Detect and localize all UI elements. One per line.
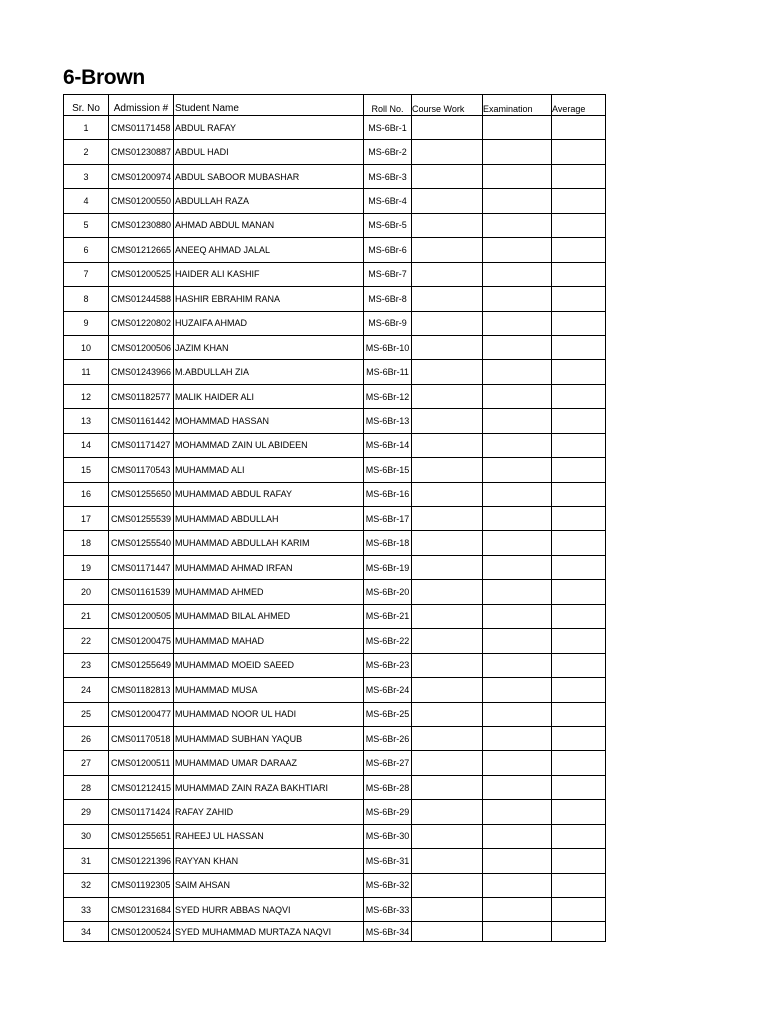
cell-roll-no: MS-6Br-9 xyxy=(364,311,412,335)
cell-average xyxy=(552,507,606,531)
cell-roll-no: MS-6Br-20 xyxy=(364,580,412,604)
cell-course-work xyxy=(412,873,483,897)
cell-sr-no: 19 xyxy=(64,555,109,579)
cell-student-name: M.ABDULLAH ZIA xyxy=(174,360,364,384)
cell-student-name: ABDUL SABOOR MUBASHAR xyxy=(174,164,364,188)
cell-course-work xyxy=(412,238,483,262)
cell-admission: CMS01212665 xyxy=(109,238,174,262)
cell-admission: CMS01200550 xyxy=(109,189,174,213)
cell-admission: CMS01171427 xyxy=(109,433,174,457)
cell-student-name: MUHAMMAD ALI xyxy=(174,458,364,482)
sheet-title: 6-Brown xyxy=(63,66,145,89)
table-row xyxy=(64,824,606,848)
cell-examination xyxy=(483,140,552,164)
header-sr-no: Sr. No xyxy=(64,95,109,116)
cell-examination xyxy=(483,702,552,726)
cell-admission: CMS01161442 xyxy=(109,409,174,433)
cell-student-name: HASHIR EBRAHIM RANA xyxy=(174,287,364,311)
cell-admission: CMS01200477 xyxy=(109,702,174,726)
cell-roll-no: MS-6Br-32 xyxy=(364,873,412,897)
cell-sr-no: 20 xyxy=(64,580,109,604)
cell-student-name: MUHAMMAD AHMED xyxy=(174,580,364,604)
cell-course-work xyxy=(412,311,483,335)
table-row xyxy=(64,116,606,140)
cell-roll-no: MS-6Br-31 xyxy=(364,849,412,873)
cell-course-work xyxy=(412,580,483,604)
cell-average xyxy=(552,311,606,335)
table-row xyxy=(64,262,606,286)
cell-course-work xyxy=(412,555,483,579)
cell-average xyxy=(552,873,606,897)
cell-roll-no: MS-6Br-27 xyxy=(364,751,412,775)
cell-admission: CMS01200524 xyxy=(109,922,174,942)
cell-roll-no: MS-6Br-12 xyxy=(364,384,412,408)
cell-average xyxy=(552,189,606,213)
cell-average xyxy=(552,604,606,628)
cell-average xyxy=(552,898,606,922)
cell-roll-no: MS-6Br-15 xyxy=(364,458,412,482)
cell-course-work xyxy=(412,898,483,922)
table-row xyxy=(64,702,606,726)
cell-average xyxy=(552,531,606,555)
cell-admission: CMS01192305 xyxy=(109,873,174,897)
table-row xyxy=(64,604,606,628)
table-row xyxy=(64,873,606,897)
cell-sr-no: 17 xyxy=(64,507,109,531)
cell-student-name: RAHEEJ UL HASSAN xyxy=(174,824,364,848)
table-row xyxy=(64,653,606,677)
cell-average xyxy=(552,164,606,188)
cell-course-work xyxy=(412,458,483,482)
cell-roll-no: MS-6Br-34 xyxy=(364,922,412,942)
cell-examination xyxy=(483,824,552,848)
cell-admission: CMS01221396 xyxy=(109,849,174,873)
cell-examination xyxy=(483,873,552,897)
table-row xyxy=(64,238,606,262)
cell-roll-no: MS-6Br-10 xyxy=(364,335,412,359)
cell-student-name: MUHAMMAD MAHAD xyxy=(174,629,364,653)
cell-roll-no: MS-6Br-16 xyxy=(364,482,412,506)
header-student-name: Student Name xyxy=(174,95,364,116)
cell-examination xyxy=(483,775,552,799)
cell-sr-no: 3 xyxy=(64,164,109,188)
cell-examination xyxy=(483,555,552,579)
cell-sr-no: 32 xyxy=(64,873,109,897)
cell-student-name: MUHAMMAD ZAIN RAZA BAKHTIARI xyxy=(174,775,364,799)
cell-sr-no: 30 xyxy=(64,824,109,848)
cell-sr-no: 31 xyxy=(64,849,109,873)
cell-roll-no: MS-6Br-22 xyxy=(364,629,412,653)
cell-student-name: MUHAMMAD ABDUL RAFAY xyxy=(174,482,364,506)
cell-average xyxy=(552,238,606,262)
cell-examination xyxy=(483,287,552,311)
cell-examination xyxy=(483,726,552,750)
cell-student-name: AHMAD ABDUL MANAN xyxy=(174,213,364,237)
cell-examination xyxy=(483,213,552,237)
cell-sr-no: 18 xyxy=(64,531,109,555)
cell-course-work xyxy=(412,164,483,188)
cell-examination xyxy=(483,604,552,628)
cell-average xyxy=(552,775,606,799)
cell-admission: CMS01200974 xyxy=(109,164,174,188)
cell-student-name: MOHAMMAD HASSAN xyxy=(174,409,364,433)
cell-roll-no: MS-6Br-4 xyxy=(364,189,412,213)
table-row xyxy=(64,433,606,457)
cell-student-name: MUHAMMAD ABDULLAH KARIM xyxy=(174,531,364,555)
table-row xyxy=(64,775,606,799)
cell-examination xyxy=(483,531,552,555)
cell-student-name: ABDUL HADI xyxy=(174,140,364,164)
cell-roll-no: MS-6Br-11 xyxy=(364,360,412,384)
table-row xyxy=(64,164,606,188)
table-row xyxy=(64,800,606,824)
cell-sr-no: 10 xyxy=(64,335,109,359)
cell-average xyxy=(552,262,606,286)
cell-sr-no: 22 xyxy=(64,629,109,653)
cell-student-name: RAYYAN KHAN xyxy=(174,849,364,873)
cell-admission: CMS01212415 xyxy=(109,775,174,799)
cell-course-work xyxy=(412,604,483,628)
cell-course-work xyxy=(412,653,483,677)
table-row xyxy=(64,726,606,750)
cell-average xyxy=(552,702,606,726)
cell-sr-no: 28 xyxy=(64,775,109,799)
cell-average xyxy=(552,384,606,408)
cell-student-name: JAZIM KHAN xyxy=(174,335,364,359)
cell-examination xyxy=(483,751,552,775)
cell-average xyxy=(552,922,606,942)
cell-course-work xyxy=(412,335,483,359)
student-roster-table xyxy=(63,94,606,942)
cell-student-name: RAFAY ZAHID xyxy=(174,800,364,824)
cell-sr-no: 13 xyxy=(64,409,109,433)
cell-examination xyxy=(483,311,552,335)
cell-sr-no: 34 xyxy=(64,922,109,942)
table-row xyxy=(64,898,606,922)
cell-student-name: ANEEQ AHMAD JALAL xyxy=(174,238,364,262)
cell-course-work xyxy=(412,433,483,457)
cell-student-name: SYED HURR ABBAS NAQVI xyxy=(174,898,364,922)
cell-average xyxy=(552,751,606,775)
cell-average xyxy=(552,116,606,140)
table-row xyxy=(64,213,606,237)
cell-examination xyxy=(483,653,552,677)
cell-course-work xyxy=(412,922,483,942)
cell-student-name: HAIDER ALI KASHIF xyxy=(174,262,364,286)
cell-sr-no: 33 xyxy=(64,898,109,922)
cell-admission: CMS01170518 xyxy=(109,726,174,750)
cell-roll-no: MS-6Br-30 xyxy=(364,824,412,848)
cell-average xyxy=(552,580,606,604)
table-row xyxy=(64,384,606,408)
cell-examination xyxy=(483,458,552,482)
table-row xyxy=(64,531,606,555)
header-roll-no: Roll No. xyxy=(364,95,412,116)
table-row xyxy=(64,922,606,942)
cell-sr-no: 29 xyxy=(64,800,109,824)
cell-examination xyxy=(483,116,552,140)
cell-examination xyxy=(483,678,552,702)
cell-sr-no: 11 xyxy=(64,360,109,384)
cell-average xyxy=(552,360,606,384)
cell-course-work xyxy=(412,702,483,726)
table-row xyxy=(64,482,606,506)
cell-course-work xyxy=(412,140,483,164)
cell-admission: CMS01231684 xyxy=(109,898,174,922)
cell-sr-no: 4 xyxy=(64,189,109,213)
cell-examination xyxy=(483,580,552,604)
cell-admission: CMS01170543 xyxy=(109,458,174,482)
table-row xyxy=(64,335,606,359)
cell-course-work xyxy=(412,629,483,653)
cell-examination xyxy=(483,800,552,824)
cell-average xyxy=(552,213,606,237)
cell-roll-no: MS-6Br-17 xyxy=(364,507,412,531)
cell-sr-no: 25 xyxy=(64,702,109,726)
cell-examination xyxy=(483,629,552,653)
cell-average xyxy=(552,433,606,457)
cell-average xyxy=(552,335,606,359)
table-row xyxy=(64,580,606,604)
cell-roll-no: MS-6Br-26 xyxy=(364,726,412,750)
cell-roll-no: MS-6Br-8 xyxy=(364,287,412,311)
cell-sr-no: 15 xyxy=(64,458,109,482)
roster-body xyxy=(64,116,606,942)
cell-admission: CMS01171424 xyxy=(109,800,174,824)
cell-course-work xyxy=(412,726,483,750)
cell-roll-no: MS-6Br-21 xyxy=(364,604,412,628)
cell-admission: CMS01244588 xyxy=(109,287,174,311)
header-examination: Examination xyxy=(483,95,552,116)
table-row xyxy=(64,189,606,213)
cell-student-name: MUHAMMAD ABDULLAH xyxy=(174,507,364,531)
cell-admission: CMS01220802 xyxy=(109,311,174,335)
cell-roll-no: MS-6Br-7 xyxy=(364,262,412,286)
cell-course-work xyxy=(412,678,483,702)
cell-sr-no: 8 xyxy=(64,287,109,311)
cell-average xyxy=(552,849,606,873)
cell-course-work xyxy=(412,287,483,311)
cell-average xyxy=(552,800,606,824)
cell-examination xyxy=(483,482,552,506)
cell-roll-no: MS-6Br-13 xyxy=(364,409,412,433)
cell-examination xyxy=(483,360,552,384)
cell-admission: CMS01200475 xyxy=(109,629,174,653)
header-row xyxy=(64,95,606,116)
table-row xyxy=(64,140,606,164)
cell-student-name: SYED MUHAMMAD MURTAZA NAQVI xyxy=(174,922,364,942)
cell-roll-no: MS-6Br-33 xyxy=(364,898,412,922)
cell-student-name: MUHAMMAD SUBHAN YAQUB xyxy=(174,726,364,750)
cell-roll-no: MS-6Br-14 xyxy=(364,433,412,457)
cell-roll-no: MS-6Br-2 xyxy=(364,140,412,164)
cell-course-work xyxy=(412,482,483,506)
cell-admission: CMS01182577 xyxy=(109,384,174,408)
cell-examination xyxy=(483,238,552,262)
cell-course-work xyxy=(412,751,483,775)
cell-admission: CMS01243966 xyxy=(109,360,174,384)
cell-roll-no: MS-6Br-23 xyxy=(364,653,412,677)
cell-sr-no: 27 xyxy=(64,751,109,775)
cell-roll-no: MS-6Br-29 xyxy=(364,800,412,824)
cell-average xyxy=(552,409,606,433)
cell-average xyxy=(552,726,606,750)
cell-average xyxy=(552,629,606,653)
cell-average xyxy=(552,678,606,702)
cell-student-name: MUHAMMAD AHMAD IRFAN xyxy=(174,555,364,579)
cell-sr-no: 1 xyxy=(64,116,109,140)
cell-admission: CMS01200506 xyxy=(109,335,174,359)
cell-sr-no: 12 xyxy=(64,384,109,408)
table-row xyxy=(64,629,606,653)
cell-student-name: ABDUL RAFAY xyxy=(174,116,364,140)
cell-examination xyxy=(483,335,552,359)
cell-average xyxy=(552,653,606,677)
cell-average xyxy=(552,140,606,164)
cell-examination xyxy=(483,433,552,457)
cell-course-work xyxy=(412,775,483,799)
cell-admission: CMS01200525 xyxy=(109,262,174,286)
cell-course-work xyxy=(412,384,483,408)
table-row xyxy=(64,555,606,579)
cell-roll-no: MS-6Br-25 xyxy=(364,702,412,726)
cell-admission: CMS01161539 xyxy=(109,580,174,604)
cell-roll-no: MS-6Br-18 xyxy=(364,531,412,555)
cell-examination xyxy=(483,898,552,922)
cell-admission: CMS01182813 xyxy=(109,678,174,702)
cell-examination xyxy=(483,849,552,873)
cell-student-name: ABDULLAH RAZA xyxy=(174,189,364,213)
cell-examination xyxy=(483,189,552,213)
cell-examination xyxy=(483,409,552,433)
header-course-work: Course Work xyxy=(412,95,483,116)
table-row xyxy=(64,409,606,433)
cell-admission: CMS01255539 xyxy=(109,507,174,531)
cell-course-work xyxy=(412,409,483,433)
cell-student-name: MUHAMMAD NOOR UL HADI xyxy=(174,702,364,726)
cell-roll-no: MS-6Br-5 xyxy=(364,213,412,237)
cell-course-work xyxy=(412,360,483,384)
cell-roll-no: MS-6Br-1 xyxy=(364,116,412,140)
table-row xyxy=(64,507,606,531)
cell-course-work xyxy=(412,262,483,286)
cell-admission: CMS01255650 xyxy=(109,482,174,506)
cell-sr-no: 24 xyxy=(64,678,109,702)
cell-sr-no: 21 xyxy=(64,604,109,628)
table-row xyxy=(64,360,606,384)
table-row xyxy=(64,678,606,702)
cell-course-work xyxy=(412,116,483,140)
cell-sr-no: 14 xyxy=(64,433,109,457)
table-row xyxy=(64,458,606,482)
cell-average xyxy=(552,287,606,311)
cell-course-work xyxy=(412,213,483,237)
cell-roll-no: MS-6Br-28 xyxy=(364,775,412,799)
table-row xyxy=(64,849,606,873)
cell-sr-no: 9 xyxy=(64,311,109,335)
cell-average xyxy=(552,482,606,506)
table-row xyxy=(64,287,606,311)
cell-admission: CMS01255540 xyxy=(109,531,174,555)
cell-sr-no: 6 xyxy=(64,238,109,262)
cell-roll-no: MS-6Br-24 xyxy=(364,678,412,702)
cell-sr-no: 5 xyxy=(64,213,109,237)
cell-admission: CMS01230880 xyxy=(109,213,174,237)
cell-course-work xyxy=(412,824,483,848)
cell-admission: CMS01200511 xyxy=(109,751,174,775)
cell-sr-no: 7 xyxy=(64,262,109,286)
cell-average xyxy=(552,824,606,848)
cell-course-work xyxy=(412,189,483,213)
cell-student-name: MUHAMMAD BILAL AHMED xyxy=(174,604,364,628)
cell-course-work xyxy=(412,800,483,824)
cell-examination xyxy=(483,507,552,531)
cell-examination xyxy=(483,922,552,942)
header-average: Average xyxy=(552,95,606,116)
cell-average xyxy=(552,458,606,482)
cell-sr-no: 26 xyxy=(64,726,109,750)
cell-student-name: HUZAIFA AHMAD xyxy=(174,311,364,335)
cell-sr-no: 16 xyxy=(64,482,109,506)
cell-examination xyxy=(483,164,552,188)
cell-student-name: MUHAMMAD MOEID SAEED xyxy=(174,653,364,677)
cell-average xyxy=(552,555,606,579)
cell-admission: CMS01171447 xyxy=(109,555,174,579)
table-row xyxy=(64,751,606,775)
cell-course-work xyxy=(412,507,483,531)
table-row xyxy=(64,311,606,335)
cell-examination xyxy=(483,384,552,408)
cell-sr-no: 23 xyxy=(64,653,109,677)
cell-admission: CMS01255649 xyxy=(109,653,174,677)
cell-roll-no: MS-6Br-19 xyxy=(364,555,412,579)
cell-student-name: SAIM AHSAN xyxy=(174,873,364,897)
cell-roll-no: MS-6Br-6 xyxy=(364,238,412,262)
cell-admission: CMS01255651 xyxy=(109,824,174,848)
cell-student-name: MOHAMMAD ZAIN UL ABIDEEN xyxy=(174,433,364,457)
cell-roll-no: MS-6Br-3 xyxy=(364,164,412,188)
cell-admission: CMS01200505 xyxy=(109,604,174,628)
cell-course-work xyxy=(412,531,483,555)
cell-student-name: MUHAMMAD MUSA xyxy=(174,678,364,702)
cell-course-work xyxy=(412,849,483,873)
cell-student-name: MALIK HAIDER ALI xyxy=(174,384,364,408)
cell-examination xyxy=(483,262,552,286)
cell-student-name: MUHAMMAD UMAR DARAAZ xyxy=(174,751,364,775)
header-admission: Admission # xyxy=(109,95,174,116)
cell-admission: CMS01230887 xyxy=(109,140,174,164)
cell-sr-no: 2 xyxy=(64,140,109,164)
cell-admission: CMS01171458 xyxy=(109,116,174,140)
